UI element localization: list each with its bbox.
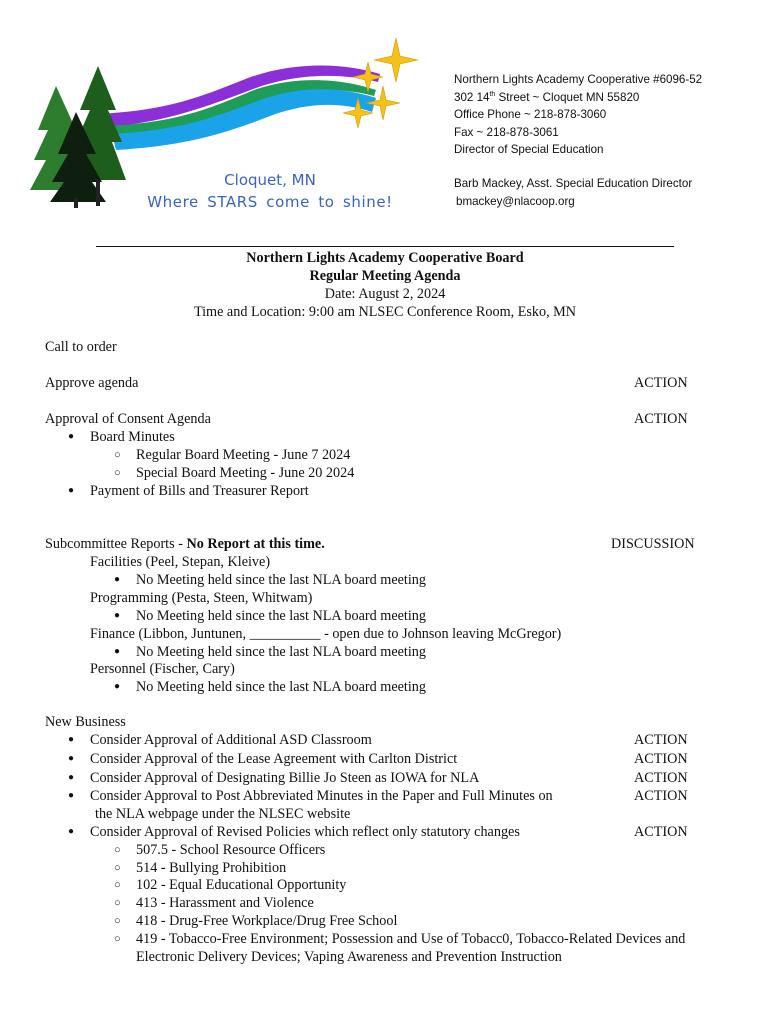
- list-item: ● Consider Approval of the Lease Agreement with Carlton District: [90, 750, 457, 768]
- new-business: New Business: [45, 714, 126, 730]
- title-line1: Northern Lights Academy Cooperative Board: [246, 250, 524, 266]
- list-item: ● Consider Approval of Revised Policies which reflect only statutory changes: [90, 823, 520, 841]
- item-action: ACTION: [634, 732, 688, 748]
- logo-city: Cloquet, MN: [224, 171, 316, 189]
- approve-agenda-action: ACTION: [634, 375, 688, 391]
- list-item: ○ Regular Board Meeting - June 7 2024: [136, 446, 350, 464]
- call-to-order: Call to order: [45, 339, 117, 355]
- list-item: ● Consider Approval to Post Abbreviated Minutes in the Paper and Full Minutes on: [90, 787, 553, 805]
- fax: Fax ~ 218-878-3061: [454, 125, 559, 139]
- asst-director: Barb Mackey, Asst. Special Education Director: [454, 177, 693, 190]
- meeting-date: Date: August 2, 2024: [324, 286, 446, 302]
- list-item: ● Payment of Bills and Treasurer Report: [90, 482, 309, 500]
- subcommittee-action: DISCUSSION: [611, 536, 695, 552]
- logo-slogan: Where STARS come to shine!: [147, 192, 393, 211]
- list-item: ● Board Minutes: [90, 428, 175, 446]
- list-item: ● Consider Approval of Additional ASD Classroom: [90, 731, 372, 749]
- item-action: ACTION: [634, 824, 688, 840]
- list-item: ● No Meeting held since the last NLA board meeting: [136, 643, 426, 661]
- policy-item: ○ 413 - Harassment and Violence: [136, 894, 314, 912]
- policy-item: ○ 418 - Drug-Free Workplace/Drug Free School: [136, 912, 397, 930]
- address: 302 14th Street ~ Cloquet MN 55820: [454, 90, 640, 104]
- title-line2: Regular Meeting Agenda: [309, 268, 461, 284]
- policy-item: ○ 514 - Bullying Prohibition: [136, 859, 286, 877]
- list-item: ● No Meeting held since the last NLA board meeting: [136, 678, 426, 696]
- approve-agenda: Approve agenda: [45, 375, 139, 391]
- stars-icon: [343, 38, 418, 128]
- director-title: Director of Special Education: [454, 143, 604, 156]
- meeting-time-location: Time and Location: 9:00 am NLSEC Conference Room, Esko, MN: [193, 304, 577, 320]
- subcommittee-reports: Subcommittee Reports - No Report at this time.: [45, 536, 325, 552]
- header-divider: [96, 246, 674, 247]
- committee-name: Finance (Libbon, Juntunen, __________ - open due to Johnson leaving McGregor): [90, 626, 562, 642]
- list-item: ○ Special Board Meeting - June 20 2024: [136, 464, 354, 482]
- policy-item: ○ 419 - Tobacco-Free Environment; Possession and Use of Tobacc0, Tobacco-Related Devices and: [136, 930, 685, 948]
- list-item: ● No Meeting held since the last NLA board meeting: [136, 571, 426, 589]
- email-link[interactable]: bmackey@nlacoop.org: [456, 194, 575, 208]
- contact-block: [454, 71, 702, 159]
- committee-name: Programming (Pesta, Steen, Whitwam): [90, 590, 313, 606]
- item-action: ACTION: [634, 770, 688, 786]
- committee-name: Personnel (Fischer, Cary): [90, 661, 235, 677]
- phone: Office Phone ~ 218-878-3060: [454, 108, 607, 121]
- pine-trees-icon: [30, 66, 126, 208]
- org-name: Northern Lights Academy Cooperative #6096-52: [454, 73, 703, 86]
- item-action: ACTION: [634, 751, 688, 767]
- policy-item: ○ 507.5 - School Resource Officers: [136, 841, 325, 859]
- list-item-continuation: the NLA webpage under the NLSEC website: [95, 806, 351, 822]
- policy-item-continuation: Electronic Delivery Devices; Vaping Awareness and Prevention Instruction: [136, 949, 562, 965]
- list-item: ● Consider Approval of Designating Billie Jo Steen as IOWA for NLA: [90, 769, 479, 787]
- consent-agenda: Approval of Consent Agenda: [45, 411, 211, 427]
- committee-name: Facilities (Peel, Stepan, Kleive): [90, 554, 271, 570]
- item-action: ACTION: [634, 788, 688, 804]
- consent-agenda-action: ACTION: [634, 411, 688, 427]
- policy-item: ○ 102 - Equal Educational Opportunity: [136, 876, 346, 894]
- list-item: ● No Meeting held since the last NLA board meeting: [136, 607, 426, 625]
